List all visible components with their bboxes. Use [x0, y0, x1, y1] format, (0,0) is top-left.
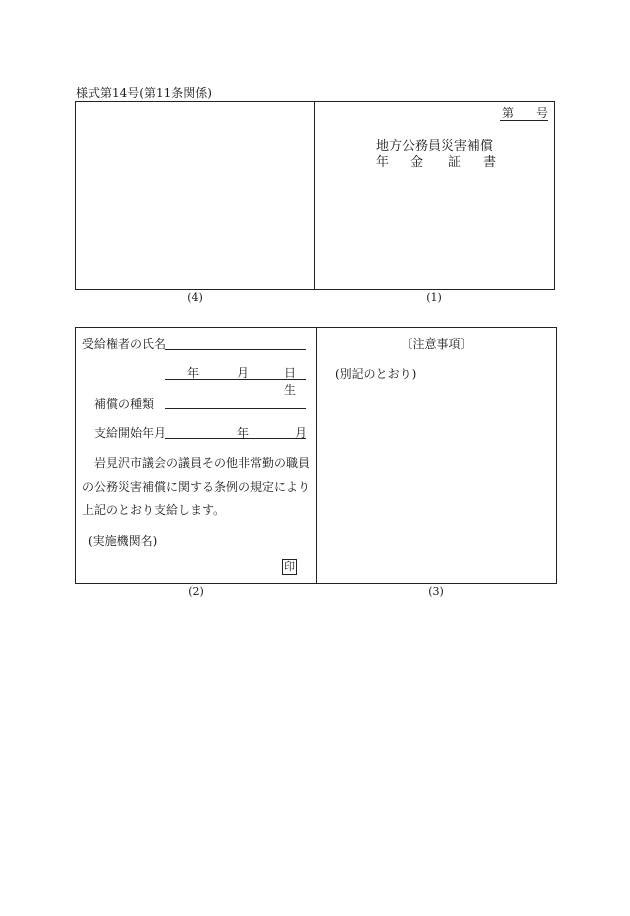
seal-mark: 印 [284, 560, 295, 573]
certificate-number [500, 104, 548, 121]
panel-label-4: (4) [187, 291, 203, 304]
start-year-label: 年 [237, 426, 250, 440]
birth-month-label: 月 [237, 366, 250, 380]
recipient-name-line [165, 349, 306, 350]
title-char-sho1: 証 [448, 155, 462, 170]
body-text-line1: 岩見沢市議会の議員その他非常勤の職員 [94, 456, 311, 470]
title-char-nen: 年 [376, 155, 390, 170]
panel-label-1: (1) [426, 291, 442, 304]
top-card [75, 101, 555, 290]
title-char-kin: 金 [410, 155, 424, 170]
birth-date-line [165, 379, 306, 380]
birth-day-label: 日生 [284, 366, 297, 397]
compensation-type-line [165, 408, 306, 409]
panel-label-2: (2) [188, 585, 204, 598]
birth-year-label: 年 [187, 366, 200, 380]
recipient-name-label: 受給権者の氏名 [82, 337, 167, 351]
form-number-title: 様式第14号(第11条関係) [76, 86, 212, 100]
certificate-title-line2 [376, 151, 497, 170]
birth-date [165, 364, 306, 397]
body-text-line2: の公務災害補償に関する条例の規定により [82, 480, 311, 494]
top-card-divider [314, 101, 315, 290]
panel-label-3: (3) [428, 585, 444, 598]
payment-start-label: 支給開始年月 [94, 426, 167, 440]
certificate-title-line1: 地方公務員災害補償 [375, 139, 493, 154]
payment-start-line [165, 438, 306, 439]
bottom-card-divider [316, 327, 317, 584]
start-month-label: 月 [295, 426, 308, 440]
notes-heading: 〔注意事項〕 [400, 337, 473, 351]
number-go: 号 [535, 106, 548, 120]
agency-name-label: (実施機関名) [88, 534, 158, 548]
number-dai: 第 [502, 106, 515, 120]
body-text-line3: 上記のとおり支給します。 [82, 503, 226, 517]
notes-text: (別記のとおり) [335, 367, 417, 381]
compensation-type-label: 補償の種類 [94, 397, 155, 411]
title-char-sho2: 書 [483, 155, 497, 170]
